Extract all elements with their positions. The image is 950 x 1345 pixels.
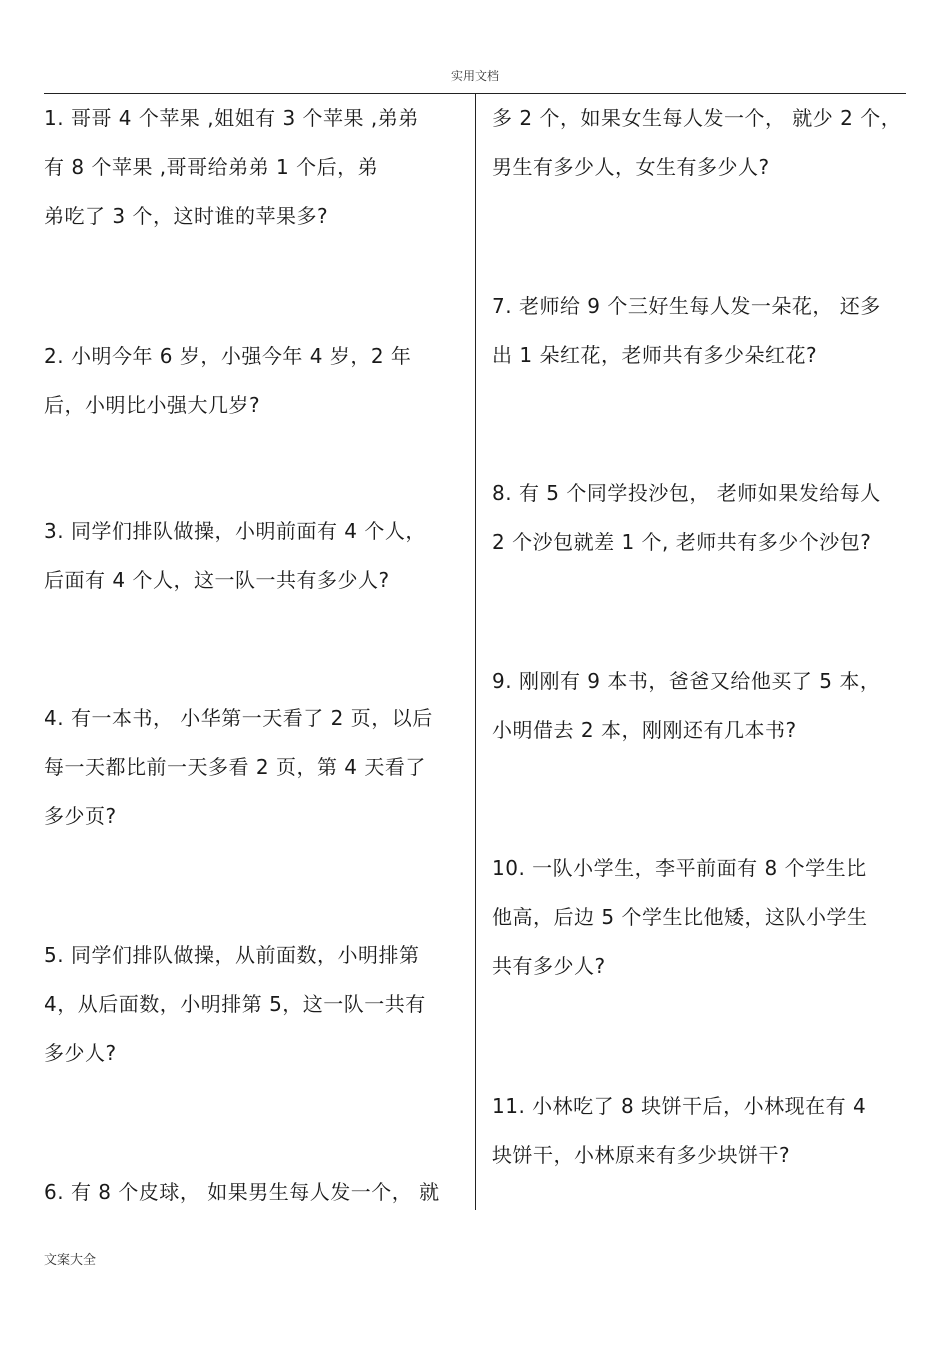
problem-line: 1. 哥哥 4 个苹果 ,姐姐有 3 个苹果 ,弟弟 [44,106,419,130]
problem-line: 出 1 朵红花，老师共有多少朵红花? [492,343,818,367]
problem-line: 多少人? [44,1041,117,1065]
problem-line: 10. 一队小学生，李平前面有 8 个学生比 [492,856,867,880]
problem-line: 弟吃了 3 个，这时谁的苹果多? [44,204,329,228]
problem-11 [492,1082,866,1180]
problem-6 [44,1168,440,1217]
problem-10 [492,844,867,991]
problem-line: 2. 小明今年 6 岁，小强今年 4 岁，2 年 [44,344,412,368]
problem-line: 9. 刚刚有 9 本书，爸爸又给他买了 5 本， [492,669,881,693]
problem-6-continued [492,94,901,192]
problem-line: 小明借去 2 本，刚刚还有几本书? [492,718,797,742]
problem-line: 多 2 个，如果女生每人发一个， 就少 2 个， [492,106,902,130]
problem-3 [44,507,426,605]
problem-5 [44,931,426,1078]
problem-line: 后面有 4 个人，这一队一共有多少人? [44,568,390,592]
problem-line: 后，小明比小强大几岁? [44,393,261,417]
problem-9 [492,657,880,755]
problem-line: 男生有多少人，女生有多少人? [492,155,770,179]
problem-line: 8. 有 5 个同学投沙包， 老师如果发给每人 [492,481,881,505]
problem-line: 多少页? [44,804,117,828]
page-footer: 文案大全 [44,1253,97,1268]
problem-line: 共有多少人? [492,954,606,978]
problem-line: 7. 老师给 9 个三好生每人发一朵花， 还多 [492,294,881,318]
problem-line: 3. 同学们排队做操，小明前面有 4 个人， [44,519,426,543]
problem-1 [44,94,419,241]
problem-line: 他高，后边 5 个学生比他矮，这队小学生 [492,905,868,929]
problem-7 [492,282,881,380]
column-divider [475,94,476,1210]
problem-line: 有 8 个苹果 ,哥哥给弟弟 1 个后，弟 [44,155,379,179]
problem-line: 块饼干，小林原来有多少块饼干? [492,1143,791,1167]
problem-line: 4，从后面数，小明排第 5，这一队一共有 [44,992,426,1016]
problem-line: 每一天都比前一天多看 2 页，第 4 天看了 [44,755,426,779]
problem-line: 2 个沙包就差 1 个, 老师共有多少个沙包? [492,530,872,554]
problem-4 [44,694,433,841]
problem-2 [44,332,411,430]
problem-line: 6. 有 8 个皮球， 如果男生每人发一个， 就 [44,1180,440,1204]
problem-8 [492,469,881,567]
problem-line: 11. 小林吃了 8 块饼干后，小林现在有 4 [492,1094,867,1118]
problem-line: 5. 同学们排队做操，从前面数，小明排第 [44,943,420,967]
page-header: 实用文档 [450,69,499,83]
problem-line: 4. 有一本书， 小华第一天看了 2 页，以后 [44,706,433,730]
